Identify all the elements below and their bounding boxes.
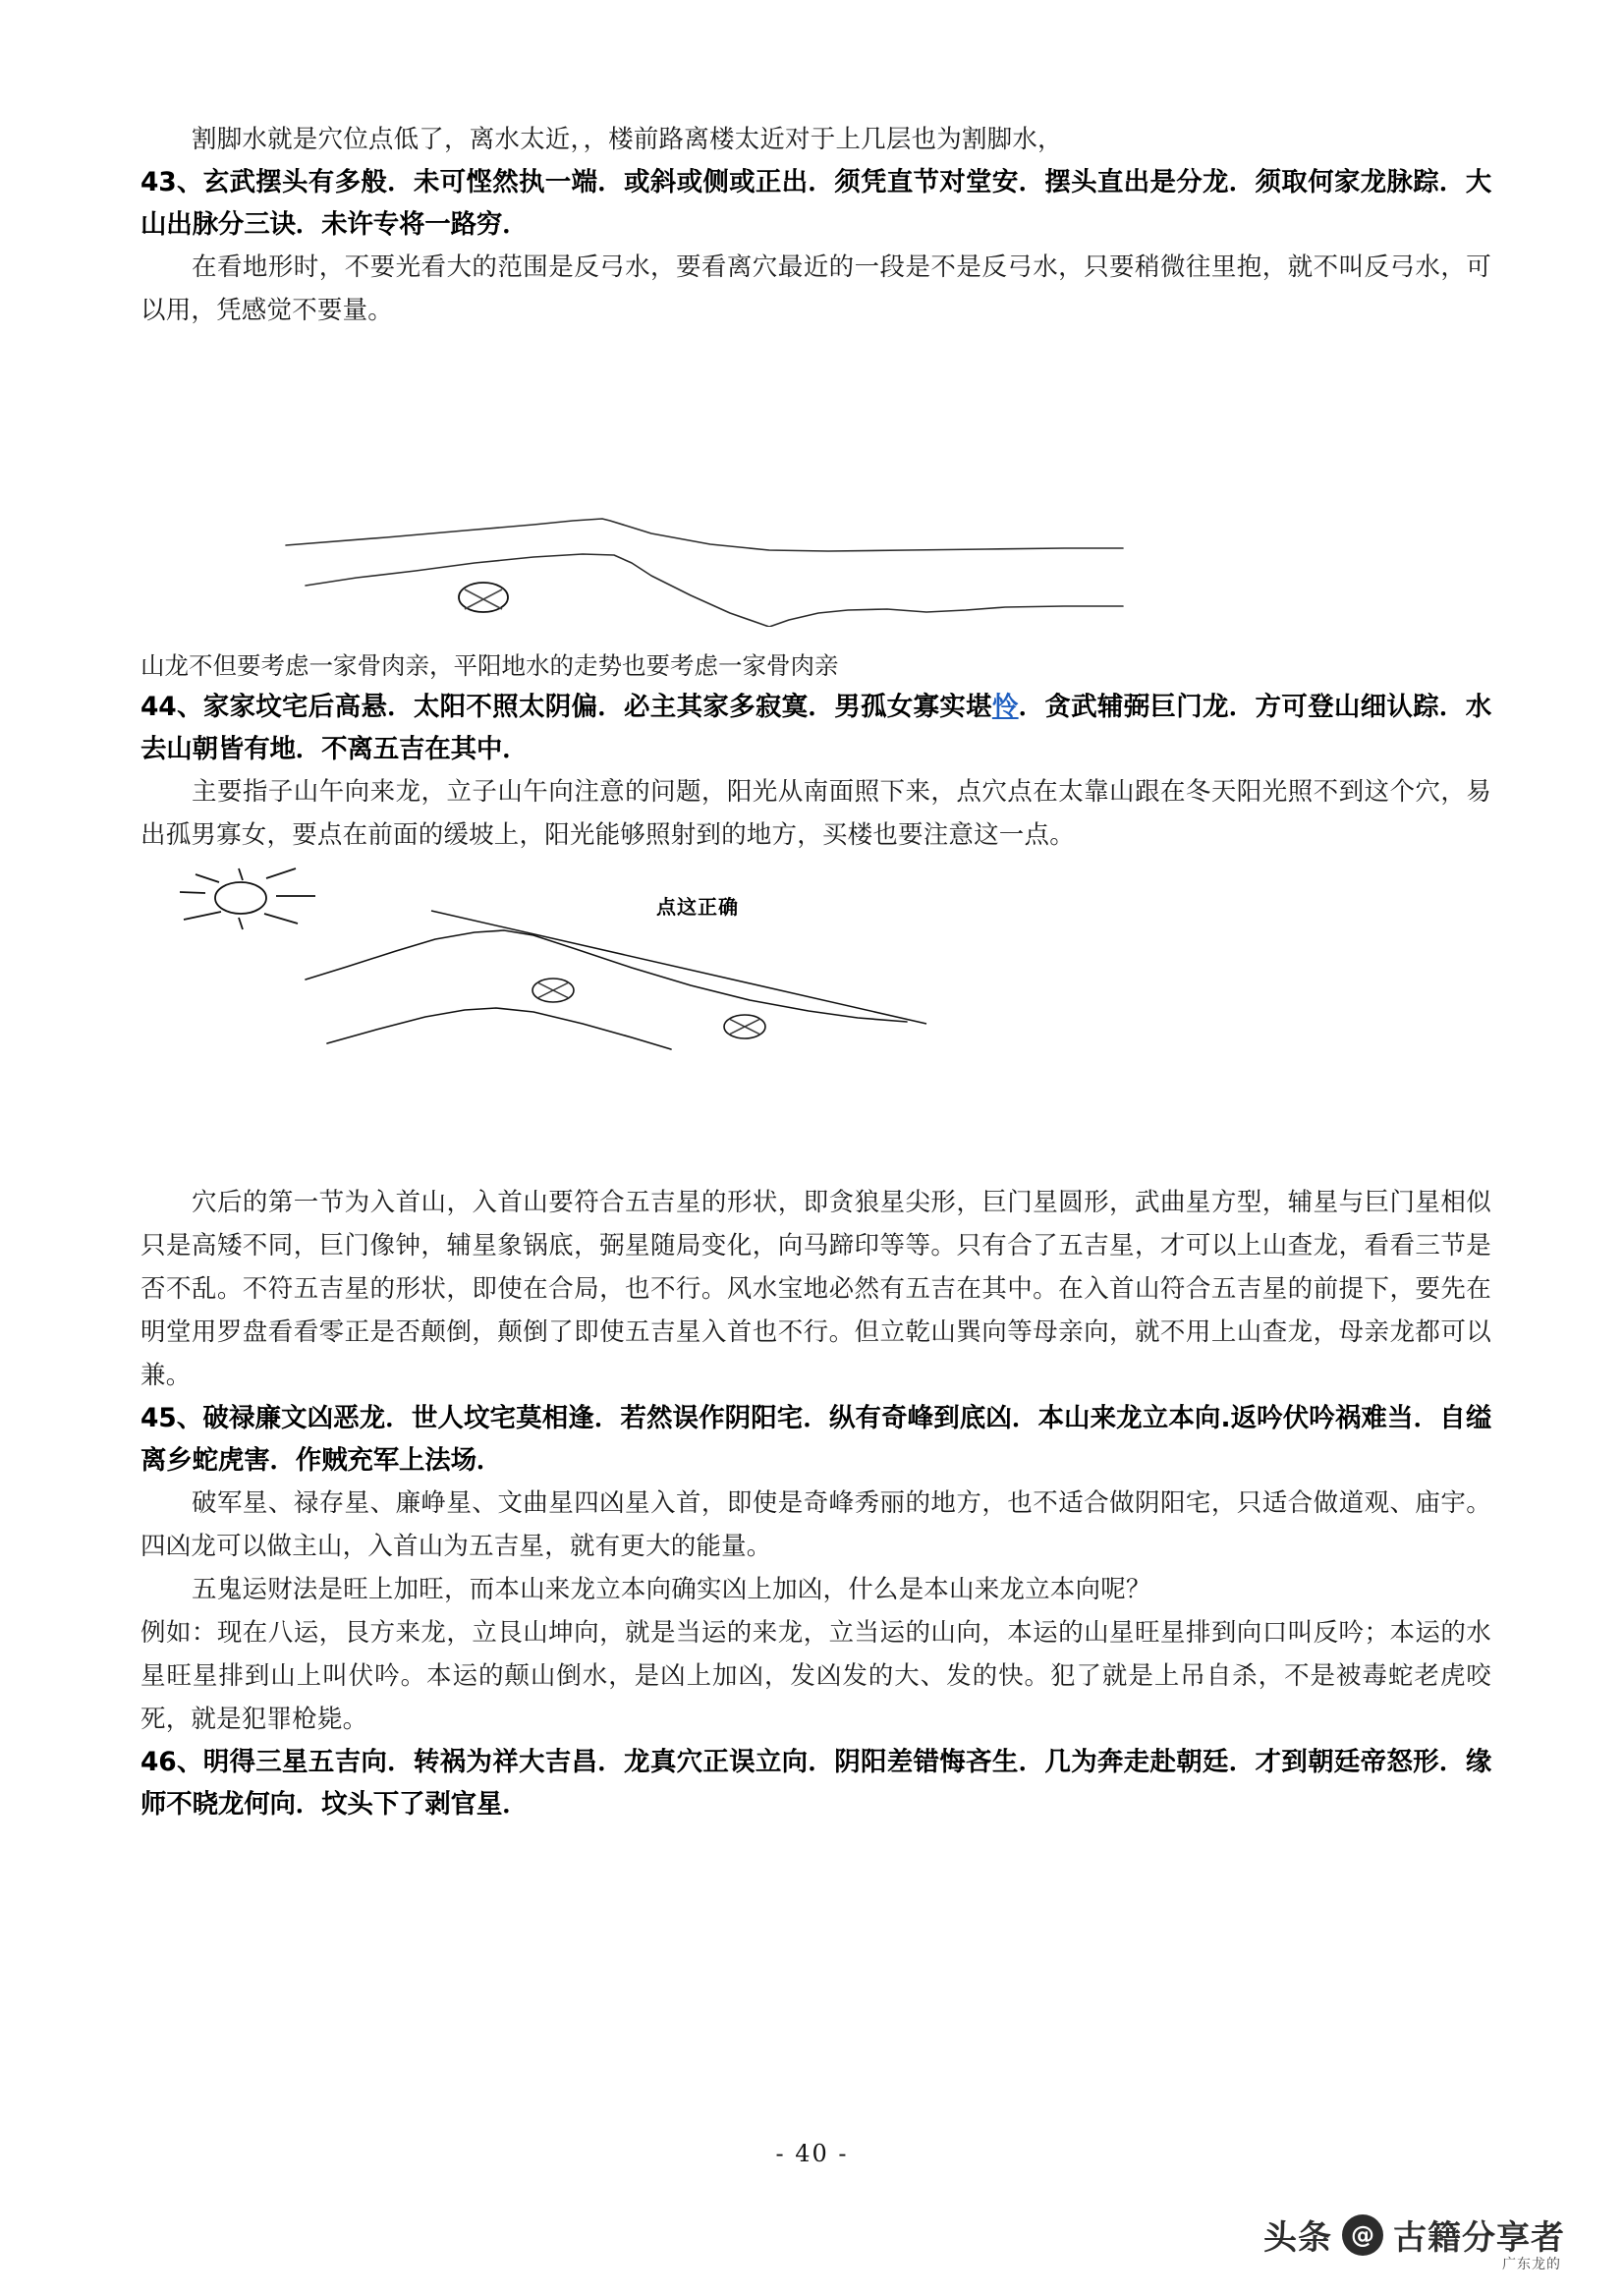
watermark-at-icon: @ [1342,2214,1383,2256]
paragraph-top: 割脚水就是穴位点低了，离水太近，，楼前路离楼太近对于上几层也为割脚水， [192,125,1063,154]
slope-line-lower [327,1008,671,1049]
heading-44-part-a: 44、家家坟宅后高悬．太阳不照太阴偏．必主其家多寂寞．男孤女寡实堪 [140,692,992,722]
watermark-subtext: 广东龙的 [1502,2257,1561,2272]
watermark [1263,2211,1565,2272]
heading-43: 43、玄武摆头有多般．未可悭然执一端．或斜或侧或正出．须凭直节对堂安．摆头直出是分龙．须取何家龙脉踪．大山出脉分三诀．未许专将一路穷． [140,167,1491,240]
figure-sun-slope [140,857,1491,1161]
paragraph-mid: 山龙不但要考虑一家骨肉亲，平阳地水的走势也要考虑一家骨肉亲 [140,651,839,680]
ridge-line-lower-b [769,606,1123,627]
page-number: - 40 - [775,2140,849,2167]
paragraph-rushou: 穴后的第一节为入首山，入首山要符合五吉星的形状，即贪狼星尖形，巨门星圆形，武曲星方型，辅星与巨门星相似只是高矮不同，巨门像钟，辅星象锅底，弼星随局变化，向马蹄印等等。只有合了五吉星，才可以上山查龙，看看三节是否不乱。不符五吉星的形状，即使在合局，也不行。风水宝地必然有五吉在其中。在入首山符合五吉星的前提下，要先在明堂用罗盘看看零正是否颠倒，颠倒了即使五吉星入首也不行。但立乾山巽向等母亲向，就不用上山查龙，母亲龙都可以兼。 [140,1188,1491,1390]
terrain-curve-svg-2 [140,332,1491,627]
sight-line [431,911,926,1024]
sun-slope-svg [140,857,1491,1161]
paragraph-43: 在看地形时，不要光看大的范围是反弓水，要看离穴最近的一段是不是反弓水，只要稍微往里抱，就不叫反弓水，可以用，凭感觉不要量。 [140,252,1491,325]
heading-44-link-char[interactable]: 怜 [991,692,1019,722]
sun-icon [180,868,315,929]
heading-44 [140,686,1491,770]
watermark-inner [1263,2211,1565,2272]
figure-terrain-curve [140,332,1491,627]
paragraph-45-a: 破军星、禄存星、廉峥星、文曲星四凶星入首，即使是奇峰秀丽的地方，也不适合做阴阳宅，只适合做道观、庙宇。四凶龙可以做主山，入首山为五吉星，就有更大的能量。 [140,1488,1491,1561]
slope-line-upper [306,930,907,1022]
figure-annotation-correct-point: 点这正确 [656,895,739,919]
xo-point-marker [724,1015,765,1038]
xo-point-marker [532,979,574,1002]
paragraph-45-c: 例如：现在八运，艮方来龙，立艮山坤向，就是当运的来龙，立当运的山向，本运的山星旺星排到向口叫反吟；本运的水星旺星排到山上叫伏吟。本运的颠山倒水，是凶上加凶，发凶发的大、发的快。犯了就是上吊自杀，不是被毒蛇老虎咬死，就是犯罪枪毙。 [140,1618,1491,1734]
heading-45: 45、破禄廉文凶恶龙．世人坟宅莫相逢．若然误作阴阳宅．纵有奇峰到底凶．本山来龙立本向.返吟伏吟祸难当．自缢离乡蛇虎害．作贼充军上法场． [140,1403,1491,1476]
xo-point-marker [459,583,508,612]
paragraph-45-b: 五鬼运财法是旺上加旺，而本山来龙立本向确实凶上加凶，什么是本山来龙立本向呢？ [192,1575,1151,1604]
paragraph-44: 主要指子山午向来龙，立子山午向注意的问题，阳光从南面照下来，点穴点在太靠山跟在冬天阳光照不到这个穴，易出孤男寡女，要点在前面的缓坡上，阳光能够照射到的地方，买楼也要注意这一点。 [140,777,1491,850]
watermark-brand: 头条 [1263,2218,1332,2258]
watermark-account: 古籍分享者 [1393,2218,1565,2258]
page-content [140,118,1491,1825]
heading-44-part-b: ．贪武辅弼巨门龙．方可登山细认踪．水去山朝皆有地．不离五吉在其中． [140,692,1491,764]
heading-46: 46、明得三星五吉向．转祸为祥大吉昌．龙真穴正误立向．阴阳差错悔吝生．几为奔走赴朝廷．才到朝廷帝怒形．缘师不晓龙何向．坟头下了剥官星． [140,1747,1491,1820]
